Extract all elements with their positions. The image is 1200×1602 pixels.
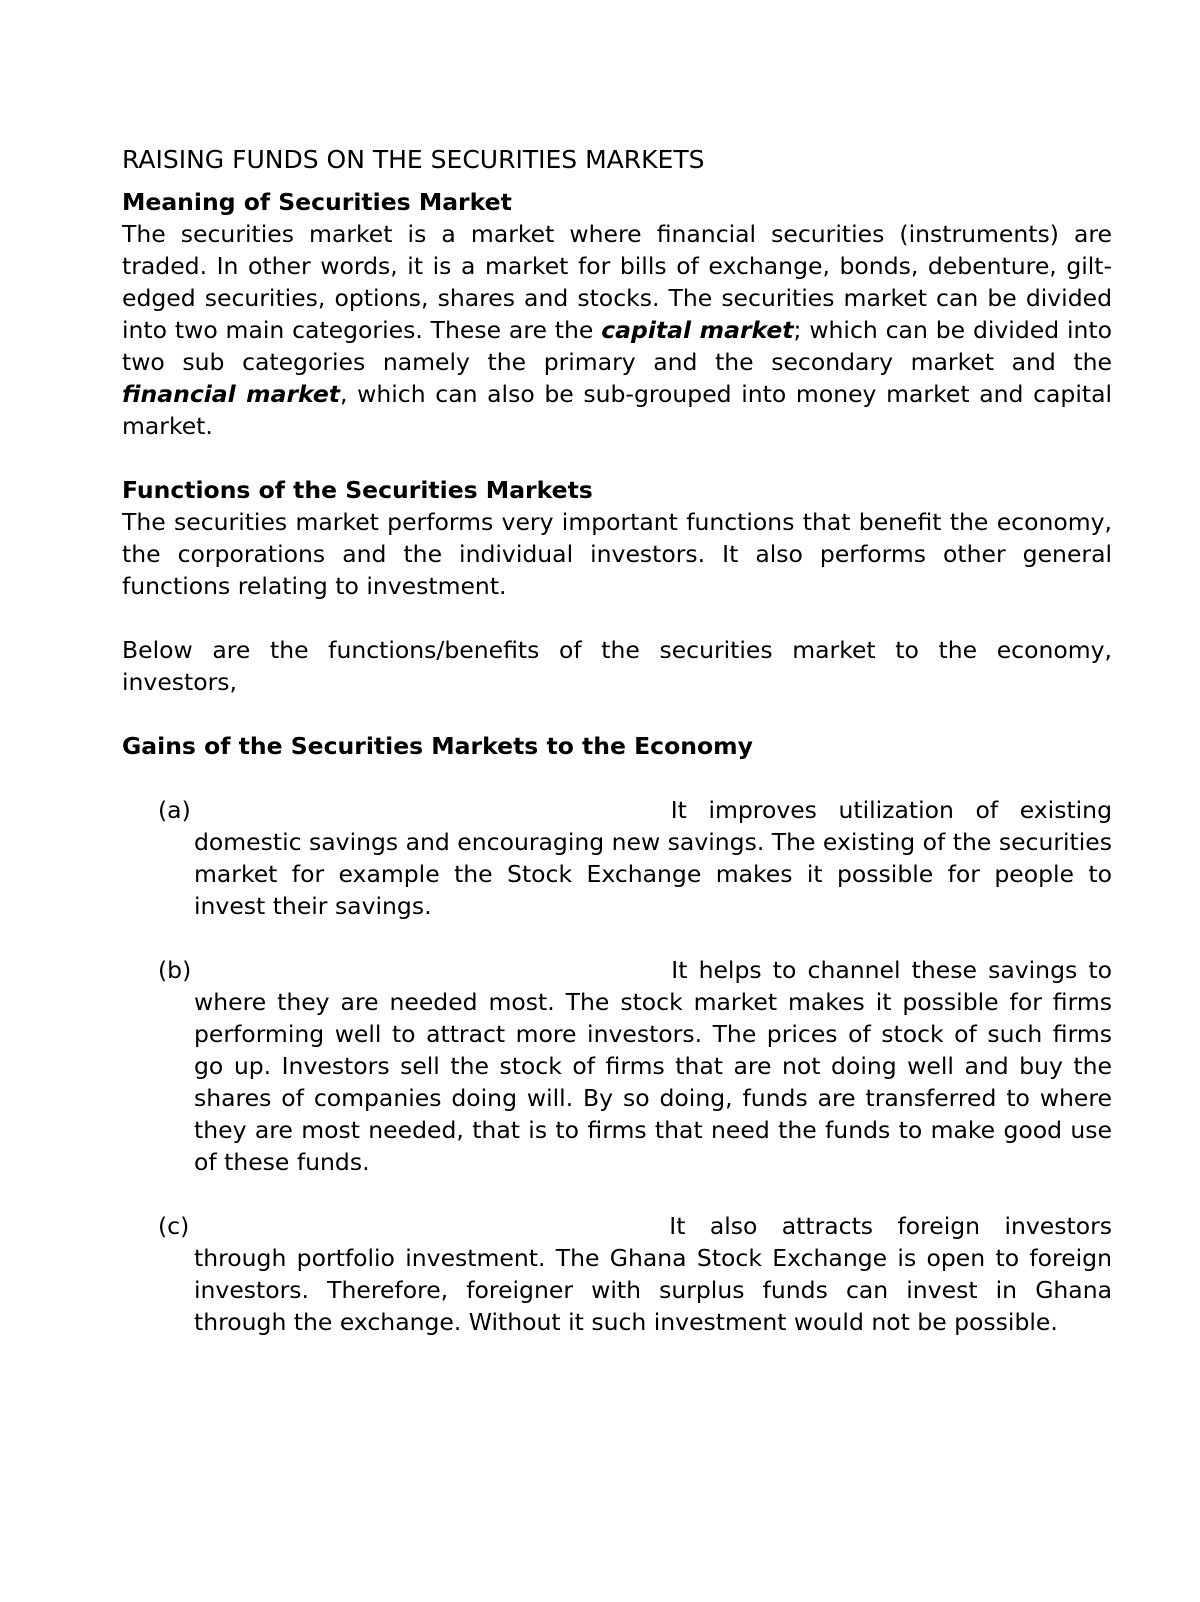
list-item <box>122 1210 1112 1338</box>
functions-paragraph: The securities market performs very important functions that benefit the economy, the corporations and the individual investors. It also performs other general functions relating to investment. <box>122 508 1112 600</box>
document-title: RAISING FUNDS ON THE SECURITIES MARKETS <box>122 145 705 174</box>
list-item-text: It helps to channel these savings to where they are needed most. The stock market makes it possible for firms performing well to attract more investors. The prices of stock of such firms go up. Investors sell the stock of firms that are not doing well and buy the shares of companies doing will. By so doing, funds are transferred to where they are most needed, that is to firms that need the funds to make good use of these funds. <box>194 956 1112 1176</box>
meaning-text-part-3: , which can also be sub-grouped into money market and capital market. <box>122 380 1112 440</box>
list-item-text: It also attracts foreign investors through portfolio investment. The Ghana Stock Exchange is open to foreign investors. Therefore, foreigner with surplus funds can invest in Ghana through the exchange. Without it such investment would not be possible. <box>194 1212 1112 1336</box>
functions-heading: Functions of the Securities Markets <box>122 476 593 504</box>
capital-market-term: capital market <box>601 316 794 344</box>
meaning-heading: Meaning of Securities Market <box>122 188 512 216</box>
list-marker: (a) <box>158 796 191 824</box>
meaning-paragraph <box>122 218 1112 442</box>
list-marker: (c) <box>158 1212 190 1240</box>
financial-market-term: financial market <box>122 380 340 408</box>
meaning-text-part-1: The securities market is a market where financial securities (instruments) are traded. In other words, it is a market for bills of exchange, bonds, debenture, gilt-edged securities, options, shares and stocks. The securities market can be divided into two main categories. These are the <box>122 220 1112 344</box>
list-marker: (b) <box>158 956 192 984</box>
gains-list <box>122 794 1112 1338</box>
list-item <box>122 954 1112 1178</box>
gains-heading: Gains of the Securities Markets to the Economy <box>122 732 753 760</box>
document-page <box>122 143 1112 1370</box>
meaning-text-part-2: ; which can be divided into two sub categories namely the primary and the secondary market and the <box>122 316 1113 376</box>
functions-benefits-paragraph: Below are the functions/benefits of the securities market to the economy, investors, <box>122 636 1112 696</box>
list-item-text: It improves utilization of existing domestic savings and encouraging new savings. The existing of the securities market for example the Stock Exchange makes it possible for people to invest their savings. <box>194 796 1112 920</box>
list-item <box>122 794 1112 922</box>
